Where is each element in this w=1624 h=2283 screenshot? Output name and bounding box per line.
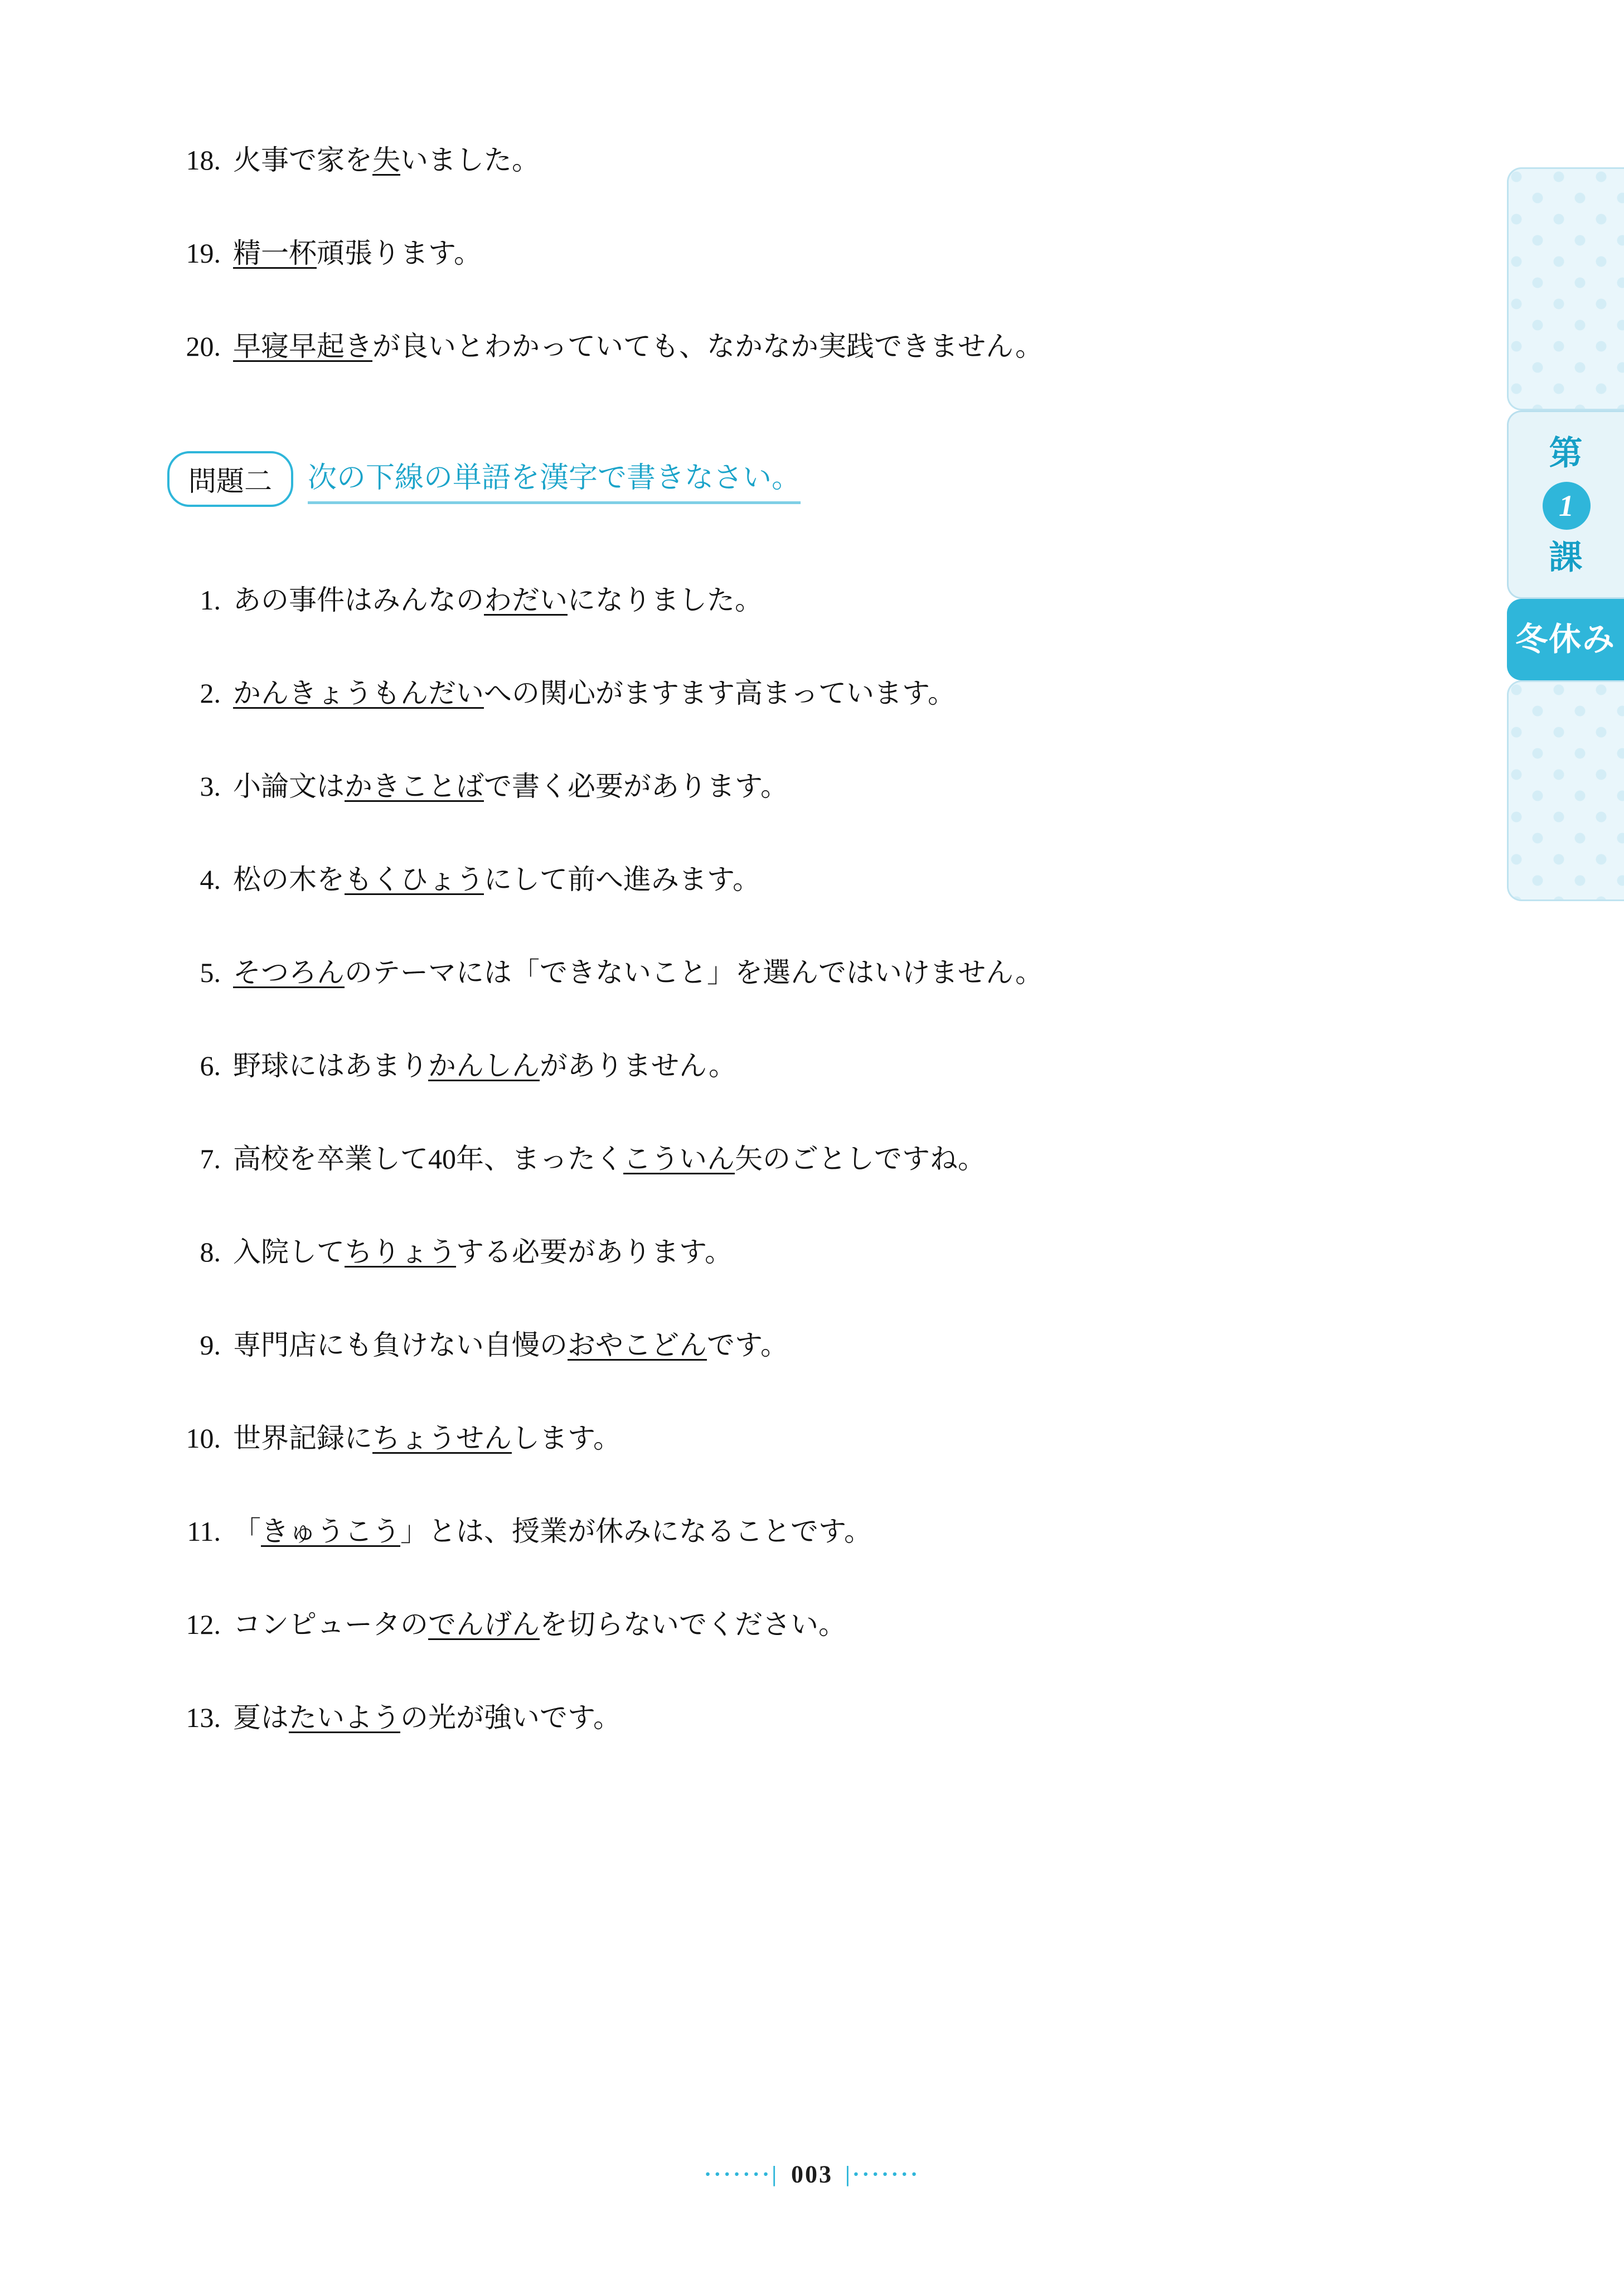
item-text-pre: コンピュータの [233,1609,428,1640]
item-answer-blank: かきことば [345,771,484,802]
item-text-pre: 夏は [233,1702,289,1733]
list-item [167,579,1450,621]
item-text-post: が良いとわかっていても、なかなか実践できません。 [372,331,1043,362]
section-title: 次の下線の単語を漢字で書きなさい。 [308,454,801,504]
side-index-tab [1501,167,1624,901]
item-text-pre: あの事件はみんなの [233,584,484,616]
lesson-bottom-label: 課 [1549,539,1584,576]
item-text-post: する必要があります。 [456,1236,733,1268]
item-number: 2. [200,678,221,709]
lesson-sub-label: 冬休み [1507,599,1624,680]
item-number: 12. [186,1609,221,1640]
list-item [167,673,1450,714]
item-number: 18. [186,144,221,176]
item-answer-blank: こういん [623,1143,735,1174]
item-answer-blank: 早寝早起き [233,331,372,362]
footer-inner [692,2158,932,2188]
item-text-pre: 小論文は [233,771,345,802]
item-answer-blank: そつろん [233,957,345,988]
item-number: 3. [200,771,221,802]
item-answer-blank: 失 [372,144,400,176]
side-tab-decoration-bottom [1507,680,1624,901]
item-text-pre: 野球にはあまり [233,1050,428,1081]
item-text-pre: 松の木を [233,864,345,895]
flower-dots-icon [1509,169,1624,409]
lesson-top-label: 第 [1549,435,1584,472]
item-answer-blank: 精一杯 [233,238,317,269]
item-text-post: で書く必要があります。 [484,771,788,802]
item-text-post: になりました。 [568,584,763,616]
item-text-post: にして前へ進みます。 [484,864,760,895]
item-text-post: を切らないでください。 [540,1609,846,1640]
item-answer-blank: ちょうせん [372,1423,512,1454]
item-answer-blank: ちりょう [345,1236,456,1268]
footer-rule-left-icon: ·······| [704,2161,779,2187]
item-number: 8. [200,1236,221,1268]
item-text-post: がありません。 [540,1050,736,1081]
item-text-post: 」とは、授業が休みになることです。 [400,1516,872,1547]
item-text-pre: 世界記録に [233,1423,372,1454]
exercise-content [167,139,1450,1790]
item-answer-blank: きゅうこう [261,1516,400,1547]
item-text-pre: 入院して [233,1236,345,1268]
item-number: 20. [186,331,221,362]
item-answer-blank: たいよう [289,1702,400,1733]
list-item [167,766,1450,807]
item-number: 5. [200,957,221,988]
page-number: 003 [791,2160,833,2188]
item-number: 19. [186,238,221,269]
item-text-post: の光が強いです。 [400,1702,621,1733]
item-text-post: いました。 [400,144,540,176]
flower-dots-icon [1509,682,1624,899]
item-text-pre: 火事で家を [233,144,372,176]
lesson-tab-body [1507,410,1624,599]
item-number: 4. [200,864,221,895]
item-text-pre: 「 [233,1516,261,1547]
item-text-post: です。 [707,1329,788,1361]
section-badge: 問題二 [167,451,293,507]
item-answer-blank: もくひょう [345,864,484,895]
item-text-pre: 高校を卒業して40年、まったく [233,1143,623,1174]
list-item [167,952,1450,994]
item-text-pre: 専門店にも負けない自慢の [233,1329,568,1361]
item-text-post: への関心がますます高まっています。 [484,678,956,709]
item-text-post: のテーマには「できないこと」を選んではいけません。 [345,957,1043,988]
item-answer-blank: かんきょうもんだい [233,678,484,709]
list-item [167,1697,1450,1739]
item-number: 13. [186,1702,221,1733]
list-item [167,139,1450,181]
item-text-post: 頑張ります。 [317,238,482,269]
item-number: 11. [187,1516,221,1547]
footer-rule-right-icon: |······· [845,2161,920,2187]
item-answer-blank: おやこどん [568,1329,707,1361]
item-text-post: 矢のごとしですね。 [735,1143,986,1174]
section-header [167,451,1450,512]
item-number: 1. [200,584,221,616]
list-item [167,1604,1450,1646]
page-footer [0,2158,1624,2188]
carryover-question-list [167,139,1450,367]
list-item [167,1231,1450,1273]
lesson-number-badge: 1 [1543,482,1591,530]
list-item [167,859,1450,901]
item-number: 10. [186,1423,221,1454]
dot-pattern-bottom [1507,680,1624,901]
item-number: 9. [200,1329,221,1361]
item-answer-blank: わだい [484,584,568,616]
item-text-post: します。 [512,1423,621,1454]
item-number: 6. [200,1050,221,1081]
dot-pattern-top [1507,167,1624,410]
list-item [167,326,1450,367]
list-item [167,1138,1450,1180]
list-item [167,1511,1450,1552]
side-tab-lesson [1507,410,1624,680]
question-list [167,579,1450,1739]
list-item [167,1324,1450,1366]
list-item [167,233,1450,274]
item-number: 7. [200,1143,221,1174]
side-tab-decoration-top [1507,167,1624,410]
list-item [167,1045,1450,1087]
item-answer-blank: かんしん [428,1050,540,1081]
list-item [167,1418,1450,1459]
item-answer-blank: でんげん [428,1609,540,1640]
